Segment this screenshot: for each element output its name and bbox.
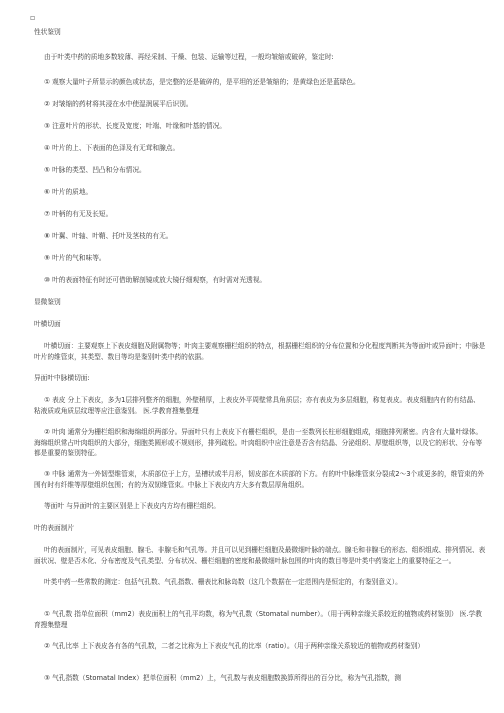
p-epidermis: ① 表皮 分上下表皮，多为1层排列整齐的细胞，外壁稍厚，上表皮外平周壁常具角质层；亦有表皮为多层细胞，称复表皮。表皮细胞内有的有结晶、粘液质或角质层纹理等应注意鉴别。 医.学教育搜集整理 (34, 396, 480, 415)
p-intro: 由于叶类中药的质地多数较薄、再经采制、干燥、包装、运输等过程，一般均皱缩或破碎，鉴定时: (44, 53, 334, 61)
p-item-3: ③ 注意叶片的形状、长度及宽度；叶端、叶缘和叶基的情况。 (44, 122, 226, 130)
p-heading-leaf-cross: 叶横切面 (34, 320, 61, 328)
p-item-6: ⑥ 叶片的质地。 (44, 188, 93, 196)
p-stomatal-index: ③ 气孔指数（Stomatal Index）把单位面积（mm2）上，气孔数与表皮细胞数换算所得出的百分比，称为气孔指数，测 (44, 674, 401, 682)
p-isobilateral: 等面叶 与异面叶的主要区别是上下表皮内方均有栅栏组织。 (44, 502, 220, 510)
p-heading-micro: 显微鉴别 (34, 298, 61, 306)
p-leaf-cross: 叶横切面：主要观察上下表皮细胞及附属物等；叶肉主要观察栅栏组织的特点，根据栅栏组织的分布位置和分化程度判断其为等面叶或异面叶；中脉是叶片的维管束，其类型、数目等均是鉴别叶类中药的依据。 (34, 342, 486, 361)
p-heading-surface: 叶的表面制片 (34, 524, 75, 532)
p-item-2: ② 对皱缩的药材将其浸在水中使湿润展平后识别。 (44, 100, 193, 108)
p-item-1: ① 观察大量叶子所显示的颜色或状态，是完整的还是破碎的，是平坦的还是皱缩的；是黄绿色还是蓝绿色。 (44, 78, 360, 86)
p-midrib: ③ 中脉 通常为一外韧型维管束，木质部位于上方，呈槽状或半月形，韧皮部在木质部的下方。有的叶中脉维管束分裂成2～3个或更多的，维管束的外围有时有纤维等厚壁组织包围；有的为双韧维管束。中脉上下表皮内方大多有数层厚角组织。 (34, 470, 485, 489)
top-marker-glyph: ▫ (30, 13, 36, 22)
p-heading-vein-cross: 异面叶中脉横切面: (34, 374, 90, 382)
p-item-9: ⑨ 叶片的气和味等。 (44, 254, 106, 262)
p-stomatal-ratio: ② 气孔比率 上下表皮各有各的气孔数，二者之比称为上下表皮气孔的比率（ratio）。（用于两种亲缘关系较近的植物或药材鉴别） (44, 642, 425, 650)
p-mesophyll: ② 叶肉 通常分为栅栏组织和海绵组织两部分。异面叶只有上表皮下有栅栏组织，是由一至数列长柱形细胞组成，细胞排列紧密。内含有大量叶绿体。海绵组织常占叶肉组织的大部分，细胞类圆形或不规则形，排列疏松。叶肉组织中应注意是否含有结晶、分泌组织、厚壁组织等，以及它的形状、分布等都是重要的鉴别特征。 (34, 428, 483, 457)
p-item-5: ⑤ 叶脉的类型、凹凸和分布情况。 (44, 166, 146, 174)
p-stomatal-number: ① 气孔数 指单位面积（mm2）表皮面积上的气孔平均数，称为气孔数（Stomatal number）。（用于两种亲缘关系较近的植物或药材鉴别） 医.学教育搜集整理 (34, 610, 482, 629)
p-item-10: ⑩ 叶的表面特征有时还可借助解剖镜或放大镜仔细观察，有时需对光透视。 (44, 276, 267, 284)
p-surface: 叶的表面制片，可见表皮细胞、腺毛、非腺毛和气孔等。并且可以见到栅栏细胞及最微细叶脉的端点。腺毛和非腺毛的形态、组织组成、排列情况、表面状况、壁是否木化、分布密度及气孔类型、分布状况、栅栏细胞的密度和最微细叶脉包围的叶肉的数目等是叶类中药鉴定上的重要特征之一。 (34, 546, 486, 565)
p-item-4: ④ 叶片的上、下表面的色泽及有无茸和腺点。 (44, 144, 180, 152)
p-numeric: 叶类中药一些常数的测定：包括气孔数、气孔指数、栅表比和脉岛数（这几个数据在一定范围内是恒定的，有鉴别意义）。 (44, 578, 402, 586)
p-heading-properties: 性状鉴别 (34, 28, 61, 36)
p-item-8: ⑧ 叶翼、叶轴、叶鞘、托叶及茎枝的有无。 (44, 232, 173, 240)
p-item-7: ⑦ 叶柄的有无及长短。 (44, 210, 113, 218)
